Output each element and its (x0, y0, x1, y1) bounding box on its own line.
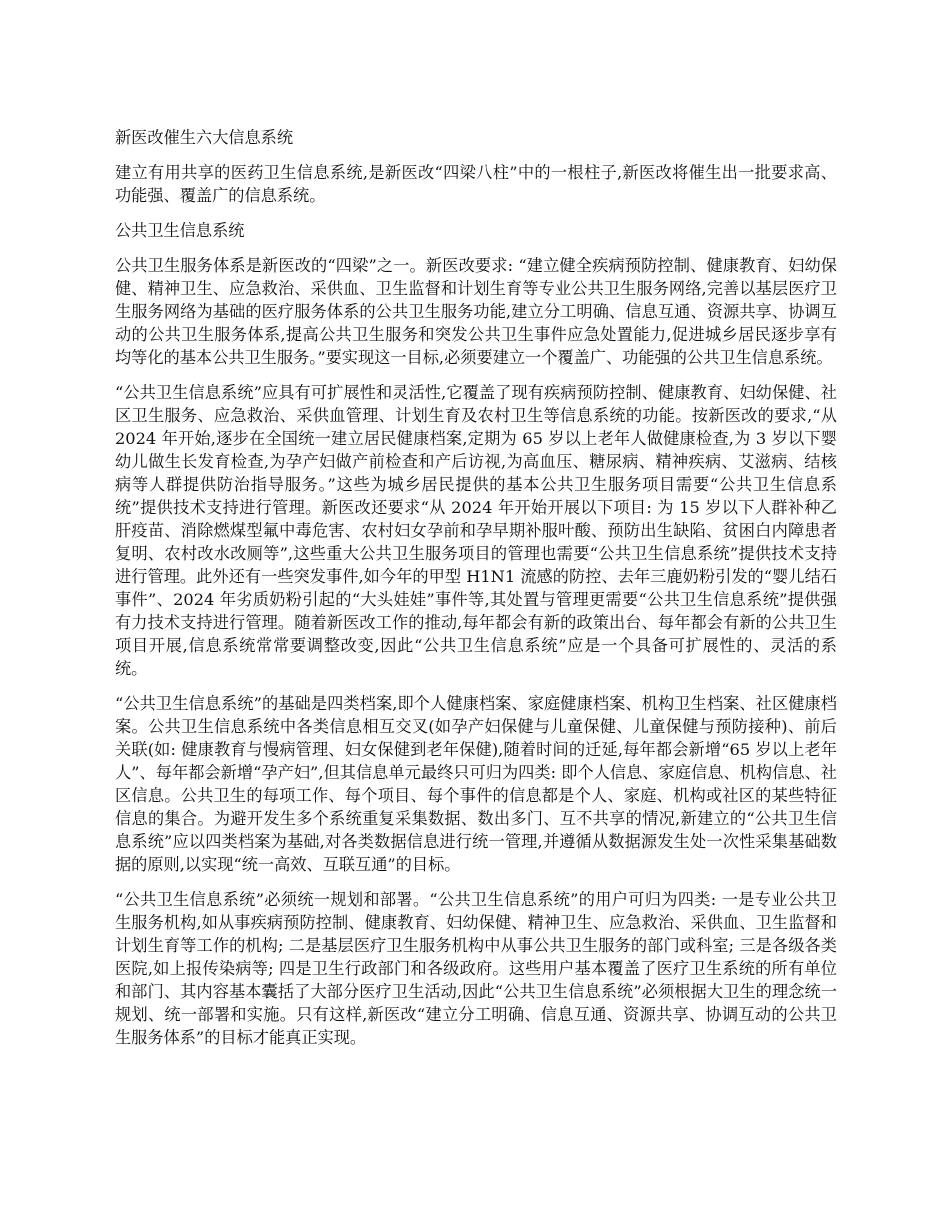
body-paragraph-1: 公共卫生服务体系是新医改的“四梁”之一。新医改要求: “建立健全疾病预防控制、健康教育、妇幼保健、精神卫生、应急救治、采供血、卫生监督和计划生育等专业公共卫生服务网络,完善以基层医疗卫生服务网络为基础的医疗服务体系的公共卫生服务功能,建立分工明确、信息互通、资源共享、协调互动的公共卫生服务体系,提高公共卫生服务和突发公共卫生事件应急处置能力,促进城乡居民逐步享有均等化的基本公共卫生服务。”要实现这一目标,必须要建立一个覆盖广、功能强的公共卫生信息系统。 (115, 256, 837, 367)
section-title: 公共卫生信息系统 (115, 221, 245, 240)
document-title: 新医改催生六大信息系统 (115, 128, 294, 147)
body-paragraph-3: “公共卫生信息系统”的基础是四类档案,即个人健康档案、家庭健康档案、机构卫生档案、社区健康档案。公共卫生信息系统中各类信息相互交叉(如孕产妇保健与儿童保健、儿童保健与预防接种)、前后关联(如: 健康教育与慢病管理、妇女保健到老年保健),随着时间的迁延,每年都会新增“65 岁以上老年人”、每年都会新增“孕产妇”,但其信息单元最终只可归为四类: 即个人信息、家庭信息、机构信息、社区信息。公共卫生的每项工作、每个项目、每个事件的信息都是个人、家庭、机构或社区的某些特征信息的集合。为避开发生多个系统重复采集数据、数出多门、互不共享的情况,新建立的“公共卫生信息系统”应以四类档案为基础,对各类数据信息进行统一管理,并遵循从数据源发生处一次性采集基础数据的原则,以实现“统一高效、互联互通”的目标。 (115, 694, 837, 874)
intro-paragraph: 建立有用共享的医药卫生信息系统,是新医改“四梁八柱”中的一根柱子,新医改将催生出一批要求高、功能强、覆盖广的信息系统。 (115, 163, 837, 205)
document-page (115, 126, 837, 1061)
body-paragraph-2: “公共卫生信息系统”应具有可扩展性和灵活性,它覆盖了现有疾病预防控制、健康教育、妇幼保健、社区卫生服务、应急救治、采供血管理、计划生育及农村卫生等信息系统的功能。按新医改的要求,“从 2024 年开始,逐步在全国统一建立居民健康档案,定期为 65 岁以上老年人做健康检查,为 3 岁以下婴幼儿做生长发育检查,为孕产妇做产前检查和产后访视,为高血压、糖尿病、精神疾病、艾滋病、结核病等人群提供防治指导服务。”这些为城乡居民提供的基本公共卫生服务项目需要“公共卫生信息系统”提供技术支持进行管理。新医改还要求“从 2024 年开始开展以下项目: 为 15 岁以下人群补种乙肝疫苗、消除燃煤型氟中毒危害、农村妇女孕前和孕早期补服叶酸、预防出生缺陷、贫困白内障患者复明、农村改水改厕等”,这些重大公共卫生服务项目的管理也需要“公共卫生信息系统”提供技术支持进行管理。此外还有一些突发事件,如今年的甲型 H1N1 流感的防控、去年三鹿奶粉引发的“婴儿结石事件”、2024 年劣质奶粉引起的“大头娃娃”事件等,其处置与管理更需要“公共卫生信息系统”提供强有力技术支持进行管理。随着新医改工作的推动,每年都会有新的政策出台、每年都会有新的公共卫生项目开展,信息系统常常要调整改变,因此“公共卫生信息系统”应是一个具备可扩展性的、灵活的系统。 (115, 383, 837, 678)
body-paragraph-4: “公共卫生信息系统”必须统一规划和部署。“公共卫生信息系统”的用户可归为四类: 一是专业公共卫生服务机构,如从事疾病预防控制、健康教育、妇幼保健、精神卫生、应急救治、采供血、卫生监督和计划生育等工作的机构; 二是基层医疗卫生服务机构中从事公共卫生服务的部门或科室; 三是各级各类医院,如上报传染病等; 四是卫生行政部门和各级政府。这些用户基本覆盖了医疗卫生系统的所有单位和部门、其内容基本囊括了大部分医疗卫生活动,因此“公共卫生信息系统”必须根据大卫生的理念统一规划、统一部署和实施。只有这样,新医改“建立分工明确、信息互通、资源共享、协调互动的公共卫生服务体系”的目标才能真正实现。 (115, 890, 837, 1047)
